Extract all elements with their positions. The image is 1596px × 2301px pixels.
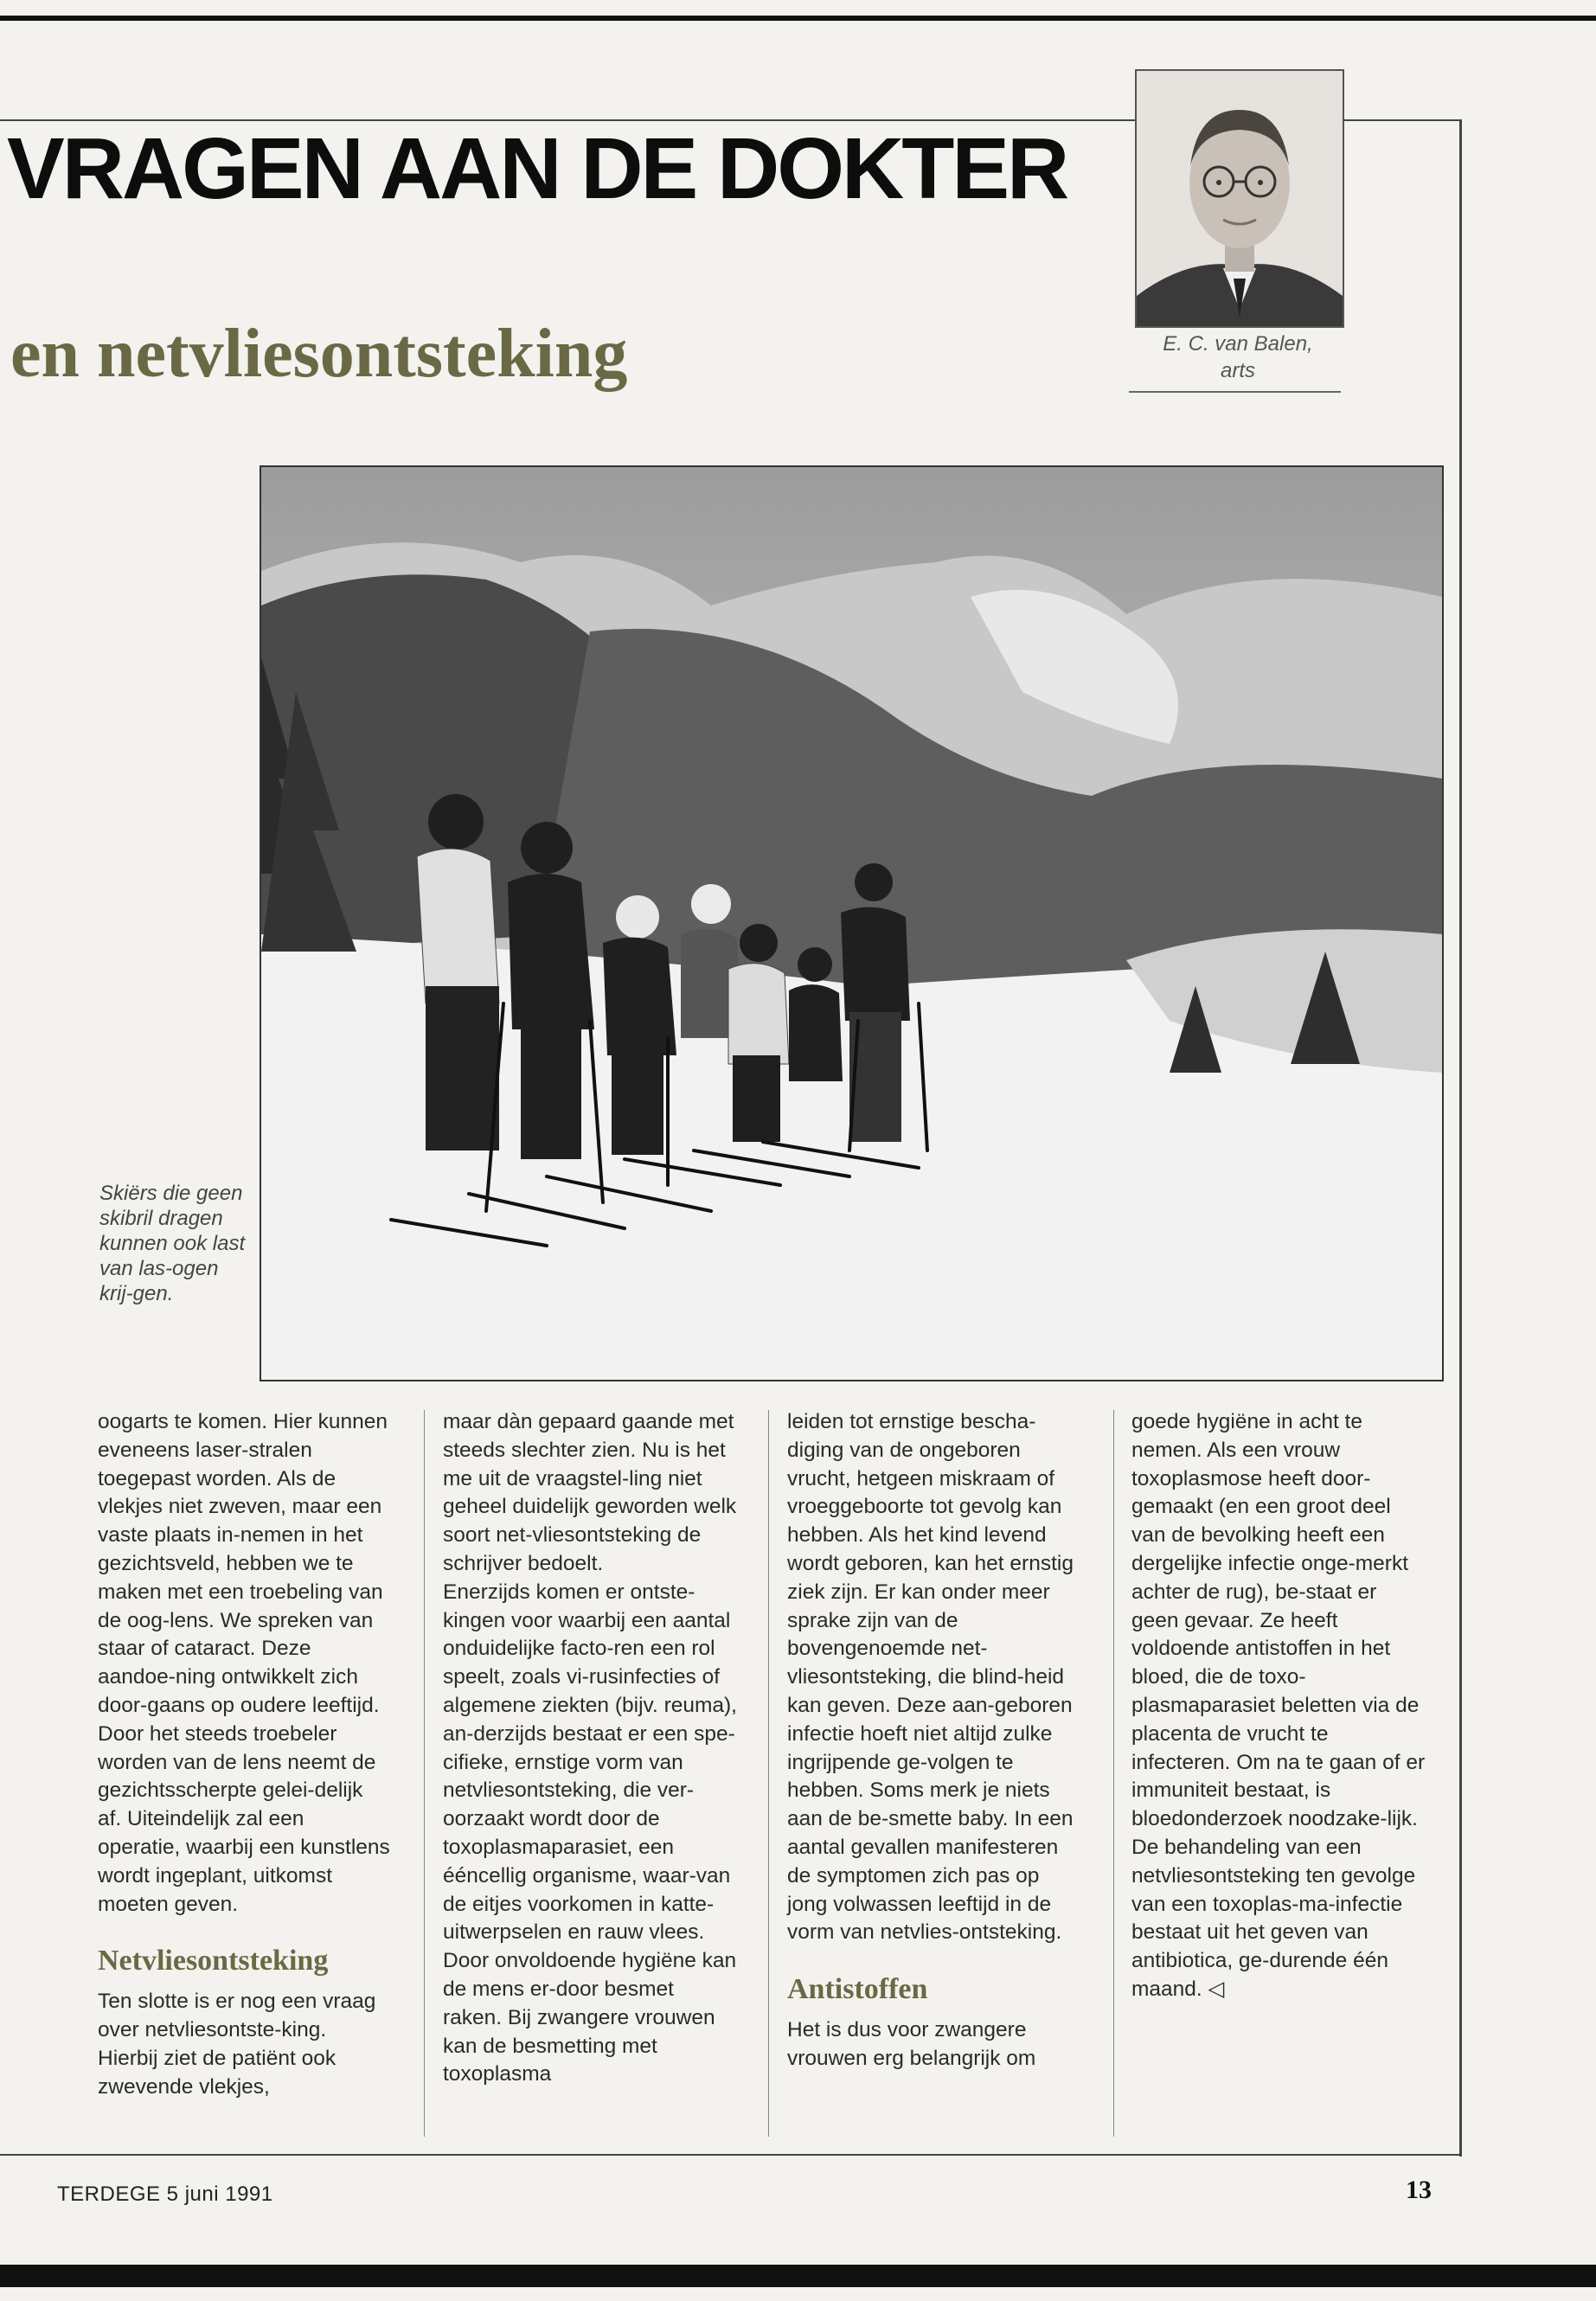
article-column-2: [443, 1408, 737, 2089]
page-number: 13: [1406, 2176, 1432, 2204]
paragraph: Het is dus voor zwangere vrouwen erg belangrijk om: [787, 2018, 1036, 2070]
top-rule: [0, 16, 1596, 21]
article-column-4: [1131, 1408, 1426, 2004]
article-column-3: [787, 1408, 1081, 2073]
author-role: arts: [1220, 359, 1255, 383]
author-caption: [1125, 330, 1351, 384]
publication-footer: TERDEGE 5 juni 1991: [57, 2182, 273, 2206]
section-heading-antistoffen: Antistoffen: [787, 1973, 928, 2006]
bottom-rule: [0, 2265, 1596, 2287]
column-divider: [768, 1410, 769, 2137]
article-subtitle: en netvliesontsteking: [10, 316, 628, 392]
paragraph: oogarts te komen. Hier kunnen eveneens laser-stralen toegepast worden. Als de vlekjes niet zweven, maar een vaste plaats in-nemen in het gezichtsveld, hebben we te maken met een troebeling van de oog-lens. We spreken van staar of cataract. Deze aandoe-ning ontwikkelt zich door-gaans op oudere leeftijd. Door het steeds troebeler worden van de lens neemt de gezichtsscherpte gelei-delijk af. Uiteindelijk zal een operatie, waarbij een kunstlens wordt ingeplant, uitkomst moeten geven.: [98, 1410, 390, 1916]
frame-line-bottom: [0, 2154, 1462, 2156]
paragraph: maar dàn gepaard gaande met steeds slechter zien. Nu is het me uit de vraagstel-ling niet geheel duidelijk geworden welk soort net-vliesontsteking de schrijver bedoelt.: [443, 1410, 737, 1575]
article-column-1: [98, 1408, 392, 2102]
caption-divider: [1129, 391, 1341, 393]
author-portrait: [1135, 69, 1344, 328]
ski-photo: [260, 465, 1444, 1381]
paragraph: Ten slotte is er nog een vraag over netvliesontste-king. Hierbij ziet de patiënt ook zwevende vlekjes,: [98, 1990, 376, 2099]
photo-caption: Skiërs die geen skibril dragen kunnen ook last van las-ogen krij-gen.: [99, 1182, 246, 1305]
page-title: VRAGEN AAN DE DOKTER: [7, 120, 1067, 217]
paragraph: leiden tot ernstige bescha-diging van de ongeboren vrucht, hetgeen miskraam of vroeggeboorte tot gevolg kan hebben. Als het kind levend wordt geboren, kan het ernstig ziek zijn. Er kan onder meer sprake zijn van de bovengenoemde net-vliesontsteking, die blind-heid kan geven. Deze aan-geboren infectie hoeft niet altijd zulke ingrijpende ge-volgen te hebben. Soms merk je niets aan de be-smette baby. In een aantal gevallen manifesteren de symptomen zich pas op jong volwassen leeftijd in de vorm van netvlies-ontsteking.: [787, 1410, 1074, 1945]
frame-line-right: [1459, 119, 1462, 2157]
paragraph: goede hygiëne in acht te nemen. Als een vrouw toxoplasmose heeft door-gemaakt (en een groot deel van de bevolking heeft een dergelijke infectie onge-merkt achter de rug), be-staat er geen gevaar. Ze heeft voldoende antistoffen in het bloed, die de toxo-plasmaparasiet beletten via de placenta de vrucht te infecteren. Om na te gaan of er immuniteit bestaat, is bloedonderzoek noodzake-lijk. De behandeling van een netvliesontsteking ten gevolge van een toxoplas-ma-infectie bestaat uit het geven van antibiotica, ge-durende één maand. ◁: [1131, 1410, 1426, 2001]
author-name: E. C. van Balen,: [1163, 332, 1313, 356]
column-divider: [1113, 1410, 1114, 2137]
section-heading-netvliesontsteking: Netvliesontsteking: [98, 1945, 329, 1977]
column-divider: [424, 1410, 425, 2137]
paragraph: Enerzijds komen er ontste-kingen voor waarbij een aantal onduidelijke facto-ren een rol speelt, zoals vi-rusinfecties of algemene ziekten (bijv. reuma), an-derzijds bestaat er een spe-cifieke, ernstige vorm van netvliesontsteking, die ver-oorzaakt wordt door de toxoplasmaparasiet, een ééncellig organisme, waar-van de eitjes voorkomen in katte-uitwerpselen en rauw vlees. Door onvoldoende hygiëne kan de mens er-door besmet raken. Bij zwangere vrouwen kan de besmetting met toxoplasma: [443, 1580, 737, 2086]
